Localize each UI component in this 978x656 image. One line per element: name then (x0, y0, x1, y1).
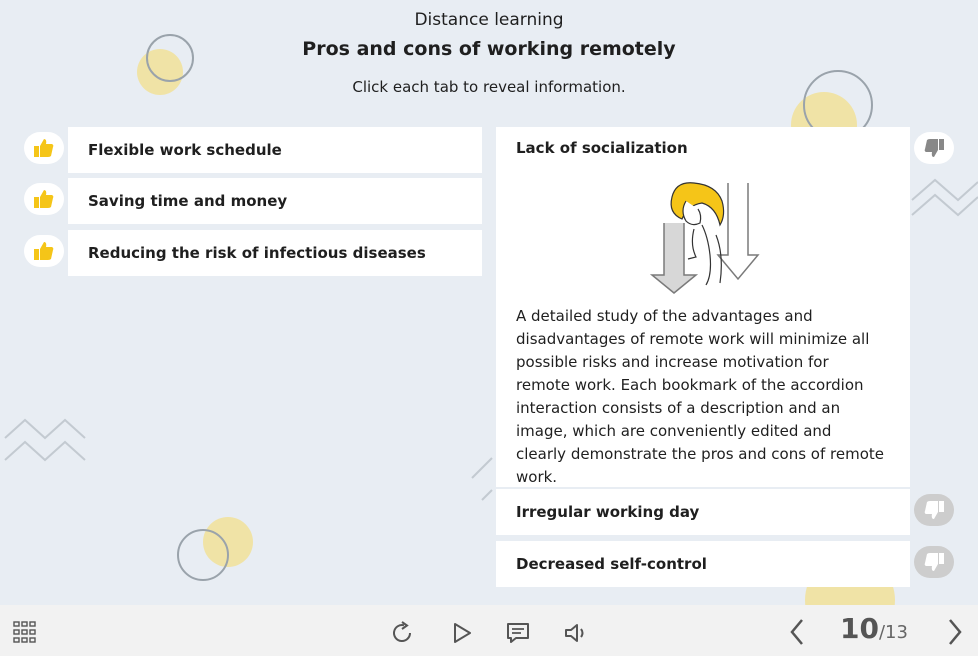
replay-icon[interactable] (388, 619, 416, 647)
total-pages: /13 (878, 622, 908, 643)
tab-label: Flexible work schedule (68, 127, 482, 173)
panel-title[interactable]: Lack of socialization (516, 139, 688, 157)
tab-label: Irregular working day (496, 489, 910, 535)
current-page: 10 (840, 612, 879, 645)
notes-icon[interactable] (504, 619, 532, 647)
audio-icon[interactable] (562, 619, 590, 647)
chevron-left-icon[interactable] (784, 617, 810, 647)
grid-menu-icon[interactable] (12, 619, 38, 645)
thumbs-down-icon (914, 494, 954, 526)
tab-label: Saving time and money (68, 178, 482, 224)
play-icon[interactable] (448, 619, 476, 647)
panel-description: A detailed study of the advantages and disadvantages of remote work will minimize all possible risks and increase motivation for remote work. Each bookmark of the accordion interaction consists of a description and an image, which are conveniently edited and clearly demonstrate the pros and cons of remote work. (516, 307, 884, 486)
page-heading: Pros and cons of working remotely (302, 38, 676, 60)
page-indicator (840, 612, 908, 652)
tab-reducing-infectious-risk[interactable] (24, 230, 482, 276)
thumbs-up-icon (24, 132, 64, 164)
tab-saving-time-and-money[interactable] (24, 178, 482, 224)
tab-label: Reducing the risk of infectious diseases (68, 230, 482, 276)
content-panel (496, 127, 910, 487)
tab-irregular-working-day[interactable] (496, 489, 954, 535)
woman-down-arrows-illustration (646, 175, 766, 293)
thumbs-down-icon (914, 132, 954, 164)
thumbs-down-icon (914, 546, 954, 578)
instruction-text: Click each tab to reveal information. (352, 78, 626, 96)
tab-label: Decreased self-control (496, 541, 910, 587)
thumbs-up-icon (24, 235, 64, 267)
thumbs-up-icon (24, 183, 64, 215)
header-title: Distance learning (414, 10, 564, 30)
player-control-bar (0, 605, 978, 656)
tab-flexible-work-schedule[interactable] (24, 127, 482, 173)
chevron-right-icon[interactable] (942, 617, 968, 647)
tab-decreased-self-control[interactable] (496, 541, 954, 587)
